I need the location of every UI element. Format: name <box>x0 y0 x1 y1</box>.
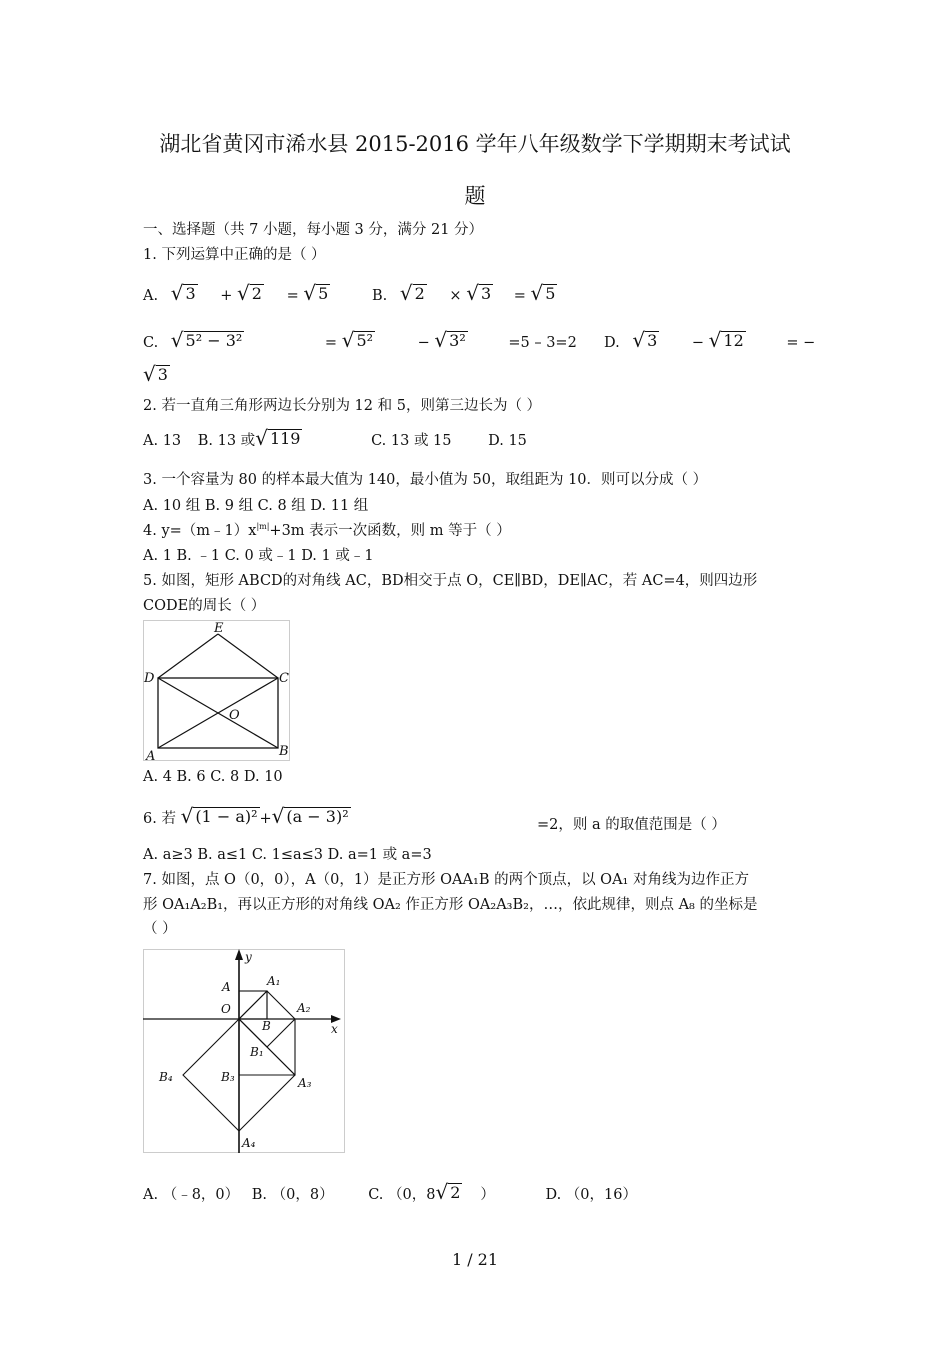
page-number: 1 / 21 <box>451 1250 499 1269</box>
label-a3: A₃ <box>298 1076 312 1090</box>
sqrt-expr: √ 3 <box>170 281 196 305</box>
operator: × <box>449 288 462 304</box>
q3-stem: 3. 一个容量为 80 的样本最大值为 140，最小值为 50，取组距为 10．则可以分成（ ） <box>143 472 708 488</box>
sqrt-expr: √ 3 <box>143 362 168 386</box>
equals: = <box>324 335 338 351</box>
q7-stem-line1: 7. 如图，点 O（0，0），A（0，1）是正方形 OAA₁B 的两个顶点，以 OA₁ 对角线为边作正方 <box>143 872 749 888</box>
radicand: 3 <box>480 284 492 303</box>
figure-frame <box>144 621 290 761</box>
diagonal-oa1 <box>239 991 267 1019</box>
q1-option-c <box>143 330 577 351</box>
label-b1: B₁ <box>250 1045 264 1059</box>
sqrt-expr: √ (1 − a)² <box>180 804 258 828</box>
q5-options: A. 4 B. 6 C. 8 D. 10 <box>143 769 283 785</box>
label-e: E <box>214 621 224 636</box>
q5-stem-line1: 5. 如图，矩形 ABCD的对角线 AC，BD相交于点 O，CE∥BD，DE∥AC，若 AC=4，则四边形 <box>143 573 758 589</box>
q5-stem-line2: CODE的周长（ ） <box>143 598 266 614</box>
q1-d-label: D. <box>604 335 620 351</box>
segment-de <box>158 634 218 678</box>
page-title-line1: 湖北省黄冈市浠水县 2015-2016 学年八年级数学下学期期末考试试 <box>159 132 791 156</box>
sqrt-expr: √ 5 <box>303 281 329 305</box>
q5-rectangle-figure <box>143 620 293 762</box>
radicand: 119 <box>269 429 301 448</box>
label-b: B <box>262 1019 271 1033</box>
label-a4: A₄ <box>242 1136 256 1150</box>
label-b4: B₄ <box>159 1070 173 1084</box>
label-a2: A₂ <box>297 1001 311 1015</box>
radicand: (1 − a)² <box>195 807 258 826</box>
q2-stem: 2. 若一直角三角形两边长分别为 12 和 5，则第三边长为（ ） <box>143 398 542 414</box>
sqrt-expr: √ 5 <box>530 281 556 305</box>
label-c: C <box>279 671 289 686</box>
sqrt-expr: √ 2 <box>237 281 262 305</box>
q4-options: A. 1 B. ﹣1 C. 0 或﹣1 D. 1 或﹣1 <box>143 548 374 564</box>
label-y: y <box>245 950 252 964</box>
q1-option-a <box>143 283 330 304</box>
q2-option-c: C. 13 或 15 <box>371 433 452 449</box>
label-a: A <box>222 980 231 994</box>
sqrt-expr: √ 3² <box>434 328 466 352</box>
radicand: 2 <box>414 284 425 303</box>
q4-stem-pre: 4. y=（m﹣1）x <box>143 523 257 539</box>
label-d: D <box>144 671 155 686</box>
q1-c-label: C. <box>143 335 159 351</box>
sqrt-expr: √ 12 <box>708 328 744 352</box>
q7-option-c: C. （0，8 <box>368 1187 436 1203</box>
section-heading: 一、选择题（共 7 小题，每小题 3 分，满分 21 分） <box>143 222 484 238</box>
q7-option-a: A. （﹣8，0） <box>143 1187 240 1203</box>
q7-squares-figure <box>143 949 346 1154</box>
q1-stem: 1. 下列运算中正确的是（ ） <box>143 247 326 263</box>
sqrt-expr: √ (a − 3)² <box>271 804 349 828</box>
radicand: 3² <box>449 331 466 350</box>
q7-option-b: B. （0，8） <box>251 1187 334 1203</box>
radicand: 5 <box>545 284 556 303</box>
radicand: 12 <box>723 331 744 350</box>
q7-option-c-close: ） <box>480 1187 495 1203</box>
q1-option-d <box>604 330 815 351</box>
q3-options: A. 10 组 B. 9 组 C. 8 组 D. 11 组 <box>143 498 369 514</box>
sqrt-expr: √ 2 <box>399 281 425 305</box>
radicand: 2 <box>450 1183 461 1202</box>
label-b: B <box>279 744 289 759</box>
operator: + <box>259 811 272 827</box>
q1-option-b <box>372 283 557 304</box>
label-b3: B₃ <box>221 1070 235 1084</box>
label-o: O <box>229 708 240 723</box>
q2-option-d: D. 15 <box>488 433 527 449</box>
q4-stem-post: +3m 表示一次函数，则 m 等于（ ） <box>269 523 511 539</box>
label-a1: A₁ <box>267 974 281 988</box>
q1-option-d-continued <box>143 364 170 385</box>
q2-option-a: A. 13 <box>143 433 182 449</box>
radicand: 5² − 3² <box>185 331 243 350</box>
radicand: 2 <box>251 284 262 303</box>
sqrt-expr: √ 2 <box>435 1180 461 1204</box>
q7-option-d: D. （0，16） <box>545 1187 637 1203</box>
radicand: 3 <box>185 284 196 303</box>
sqrt-expr: √ 119 <box>255 426 301 450</box>
q1-b-label: B. <box>372 288 388 304</box>
radicand: (a − 3)² <box>286 807 349 826</box>
q7-stem-line2: 形 OA₁A₂B₁，再以正方形的对角线 OA₂ 作正方形 OA₂A₃B₂，…，依此规律，则点 A₈ 的坐标是 <box>143 897 758 913</box>
equals: = <box>513 288 526 304</box>
operator: + <box>220 288 233 304</box>
radicand: 5 <box>318 284 329 303</box>
q4-stem <box>143 519 511 540</box>
y-axis-arrow-icon <box>235 949 243 960</box>
sqrt-expr: √ 3 <box>466 281 492 305</box>
q4-exponent: |m| <box>256 522 270 532</box>
label-a: A <box>146 749 156 762</box>
radicand: 3 <box>647 331 658 350</box>
equals: = − <box>786 335 816 351</box>
page-title-line2: 题 <box>464 184 486 208</box>
segment-ce <box>218 634 278 678</box>
q1-c-tail: =5 – 3=2 <box>508 335 577 351</box>
q7-stem-line3: （ ） <box>143 921 177 937</box>
radicand: 3 <box>157 365 168 384</box>
q6-stem-pre: 6. 若 <box>143 811 176 827</box>
sqrt-expr: √ 3 <box>632 328 658 352</box>
figure-frame <box>144 950 345 1153</box>
q6-options: A. a≥3 B. a≤1 C. 1≤a≤3 D. a=1 或 a=3 <box>143 847 432 863</box>
q7-options <box>143 1182 637 1204</box>
operator: − <box>691 335 705 351</box>
radicand: 5² <box>356 331 374 350</box>
sqrt-expr: √ 5² − 3² <box>170 328 243 352</box>
label-x: x <box>331 1022 338 1036</box>
q2-option-b: B. 13 或 <box>197 433 256 449</box>
sqrt-expr: √ 5² <box>341 328 374 352</box>
q6-stem-post: =2，则 a 的取值范围是（ ） <box>537 817 726 833</box>
q6-stem <box>143 806 351 828</box>
operator: − <box>417 335 430 351</box>
label-o: O <box>221 1002 231 1016</box>
q1-a-label: A. <box>143 288 159 304</box>
q2-options <box>143 428 527 450</box>
equals: = <box>286 288 299 304</box>
